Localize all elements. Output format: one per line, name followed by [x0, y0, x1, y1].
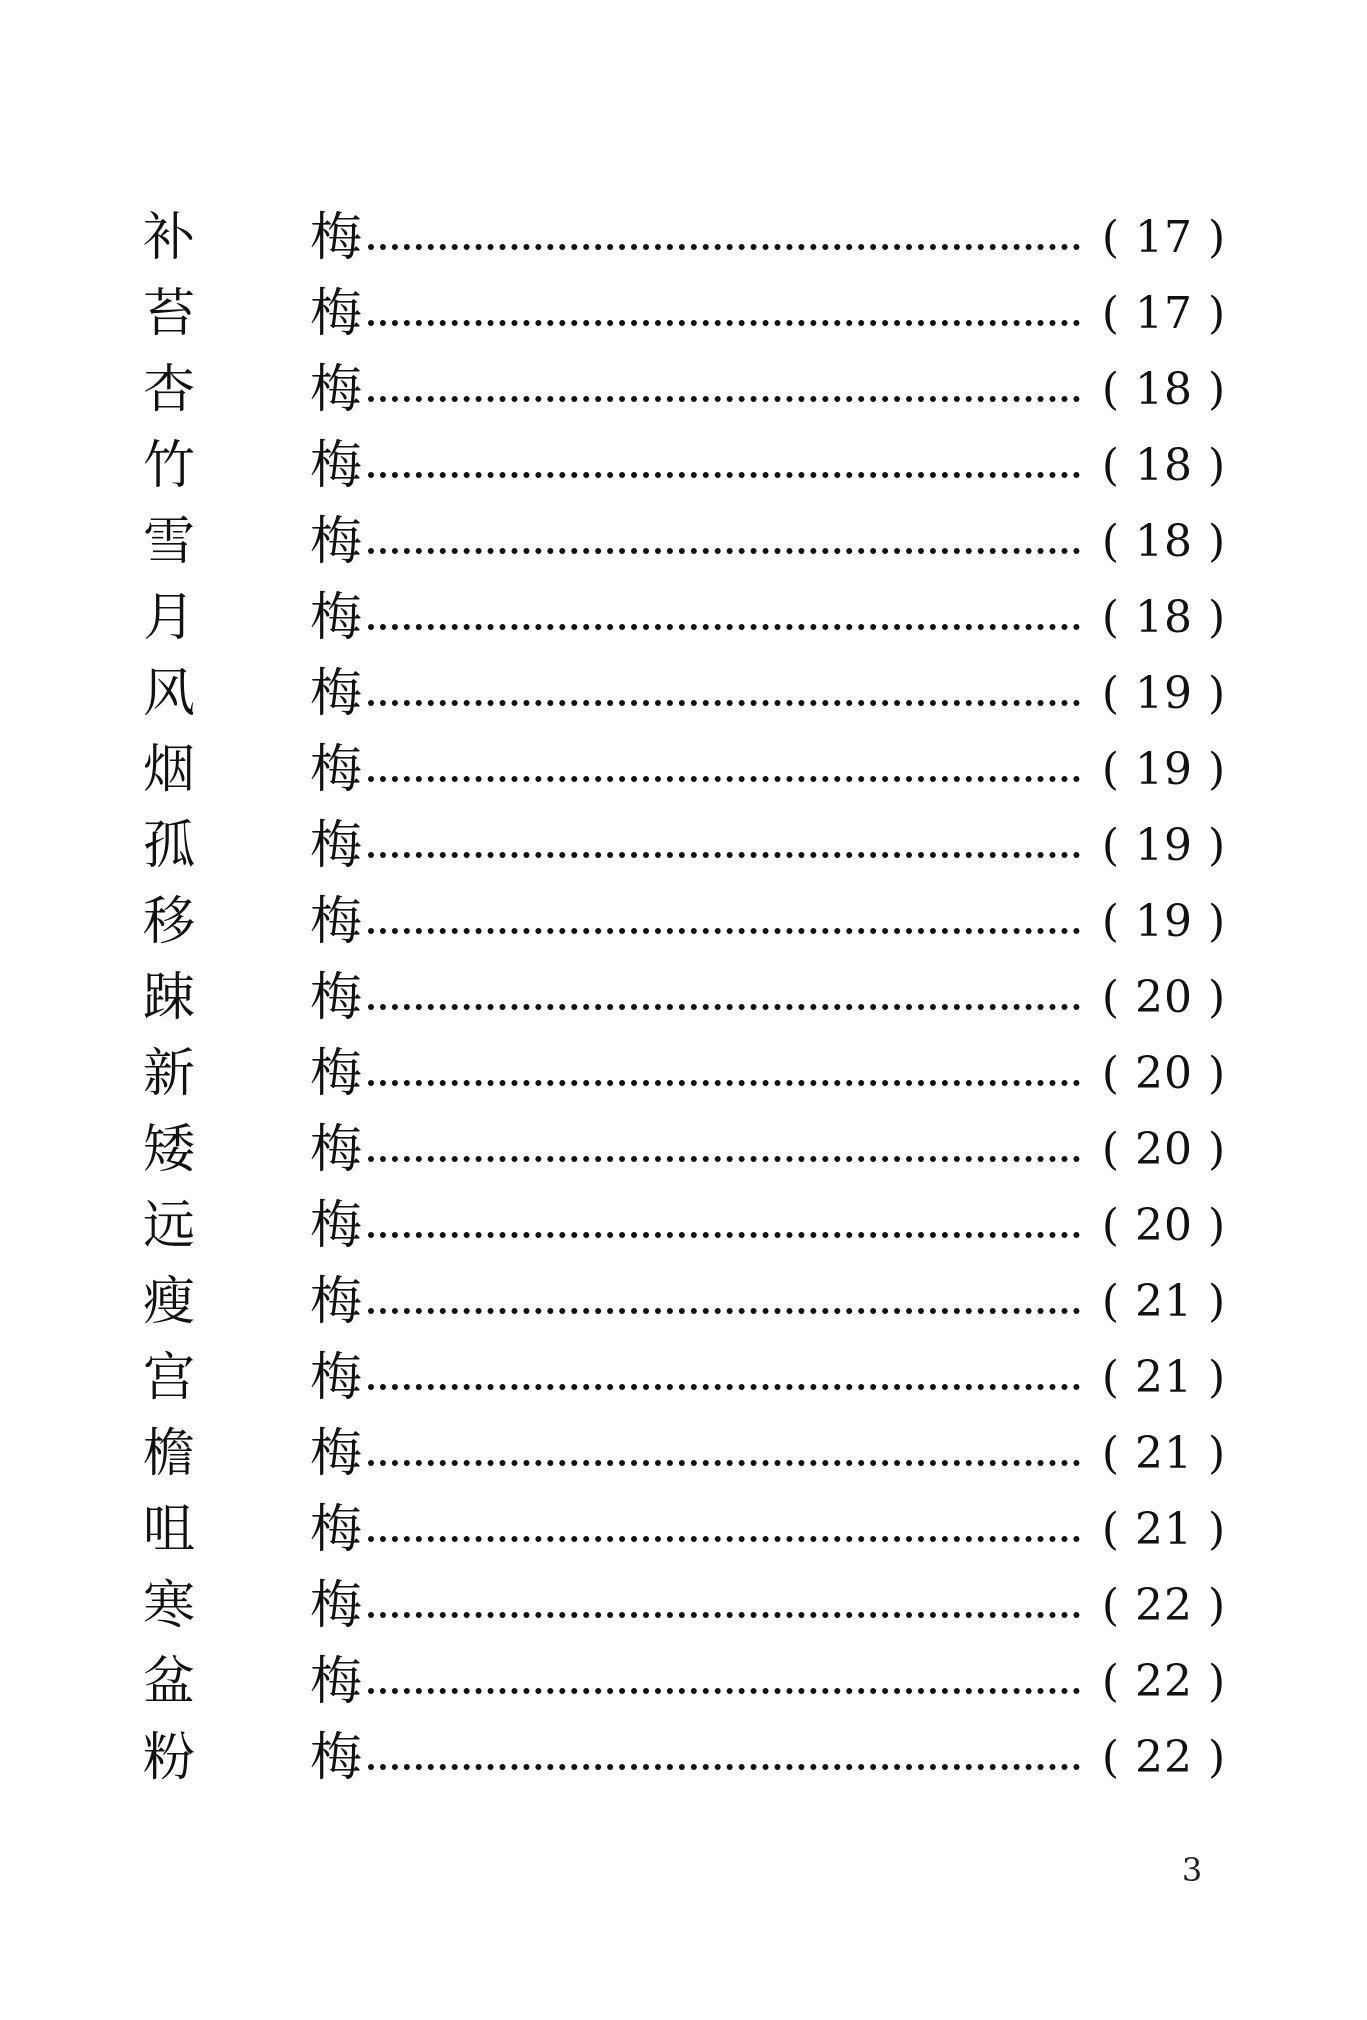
dot-leader [368, 244, 1080, 250]
dot-leader [368, 624, 1080, 630]
dot-leader [368, 1460, 1080, 1466]
entry-page-reference: ( 20 ) [1101, 1048, 1227, 1099]
entry-page-reference: ( 17 ) [1101, 212, 1227, 263]
entry-second-character: 梅 [309, 1576, 362, 1636]
entry-first-character: 苔 [142, 284, 195, 344]
dot-leader [368, 396, 1080, 402]
entry-page-reference: ( 18 ) [1101, 440, 1227, 491]
dot-leader [368, 776, 1080, 782]
dot-leader [368, 1080, 1080, 1086]
entry-second-character: 梅 [309, 1348, 362, 1408]
entry-second-character: 梅 [309, 1120, 362, 1180]
entry-page-reference: ( 20 ) [1101, 972, 1227, 1023]
entry-second-character: 梅 [309, 968, 362, 1028]
dot-leader [368, 320, 1080, 326]
toc-entry[interactable] [0, 1568, 1367, 1644]
entry-first-character: 补 [142, 208, 195, 268]
entry-page-reference: ( 19 ) [1101, 820, 1227, 871]
entry-second-character: 梅 [309, 208, 362, 268]
entry-first-character: 盆 [142, 1652, 195, 1712]
entry-second-character: 梅 [309, 360, 362, 420]
toc-entry[interactable] [0, 1720, 1367, 1796]
entry-page-reference: ( 22 ) [1101, 1656, 1227, 1707]
entry-second-character: 梅 [309, 512, 362, 572]
entry-second-character: 梅 [309, 1196, 362, 1256]
entry-second-character: 梅 [309, 1272, 362, 1332]
dot-leader [368, 1004, 1080, 1010]
entry-page-reference: ( 21 ) [1101, 1276, 1227, 1327]
entry-first-character: 移 [142, 892, 195, 952]
entry-page-reference: ( 17 ) [1101, 288, 1227, 339]
toc-entry[interactable] [0, 504, 1367, 580]
dot-leader [368, 1308, 1080, 1314]
toc-entry[interactable] [0, 352, 1367, 428]
entry-page-reference: ( 19 ) [1101, 668, 1227, 719]
entry-second-character: 梅 [309, 1424, 362, 1484]
entry-page-reference: ( 21 ) [1101, 1504, 1227, 1555]
toc-entry[interactable] [0, 580, 1367, 656]
dot-leader [368, 1764, 1080, 1770]
entry-page-reference: ( 18 ) [1101, 592, 1227, 643]
entry-first-character: 咀 [142, 1500, 195, 1560]
toc-entry[interactable] [0, 1492, 1367, 1568]
entry-second-character: 梅 [309, 816, 362, 876]
entry-first-character: 远 [142, 1196, 195, 1256]
entry-second-character: 梅 [309, 1652, 362, 1712]
page-number: 3 [1181, 1851, 1203, 1889]
toc-entry[interactable] [0, 276, 1367, 352]
dot-leader [368, 928, 1080, 934]
entry-first-character: 宫 [142, 1348, 195, 1408]
entry-first-character: 月 [142, 588, 195, 648]
toc-entry[interactable] [0, 1340, 1367, 1416]
dot-leader [368, 1384, 1080, 1390]
entry-page-reference: ( 21 ) [1101, 1428, 1227, 1479]
entry-first-character: 风 [142, 664, 195, 724]
toc-entry[interactable] [0, 428, 1367, 504]
entry-first-character: 踈 [142, 968, 195, 1028]
entry-page-reference: ( 18 ) [1101, 516, 1227, 567]
dot-leader [368, 852, 1080, 858]
entry-first-character: 孤 [142, 816, 195, 876]
entry-second-character: 梅 [309, 588, 362, 648]
dot-leader [368, 1232, 1080, 1238]
dot-leader [368, 472, 1080, 478]
dot-leader [368, 1536, 1080, 1542]
entry-page-reference: ( 19 ) [1101, 896, 1227, 947]
dot-leader [368, 1612, 1080, 1618]
entry-page-reference: ( 20 ) [1101, 1200, 1227, 1251]
entry-second-character: 梅 [309, 284, 362, 344]
entry-first-character: 杏 [142, 360, 195, 420]
toc-entry[interactable] [0, 656, 1367, 732]
entry-second-character: 梅 [309, 436, 362, 496]
entry-first-character: 烟 [142, 740, 195, 800]
entry-second-character: 梅 [309, 1500, 362, 1560]
entry-first-character: 寒 [142, 1576, 195, 1636]
entry-page-reference: ( 18 ) [1101, 364, 1227, 415]
toc-entry[interactable] [0, 960, 1367, 1036]
entry-page-reference: ( 22 ) [1101, 1732, 1227, 1783]
toc-entry[interactable] [0, 1264, 1367, 1340]
entry-second-character: 梅 [309, 664, 362, 724]
entry-first-character: 粉 [142, 1728, 195, 1788]
toc-entry[interactable] [0, 808, 1367, 884]
dot-leader [368, 1156, 1080, 1162]
entry-first-character: 瘦 [142, 1272, 195, 1332]
entry-second-character: 梅 [309, 1044, 362, 1104]
entry-page-reference: ( 19 ) [1101, 744, 1227, 795]
toc-entry[interactable] [0, 1188, 1367, 1264]
entry-second-character: 梅 [309, 1728, 362, 1788]
entry-first-character: 新 [142, 1044, 195, 1104]
entry-first-character: 矮 [142, 1120, 195, 1180]
entry-page-reference: ( 22 ) [1101, 1580, 1227, 1631]
entry-first-character: 檐 [142, 1424, 195, 1484]
entry-second-character: 梅 [309, 892, 362, 952]
entry-first-character: 雪 [142, 512, 195, 572]
toc-entry[interactable] [0, 1112, 1367, 1188]
dot-leader [368, 700, 1080, 706]
entry-first-character: 竹 [142, 436, 195, 496]
toc-entry[interactable] [0, 884, 1367, 960]
toc-entry[interactable] [0, 200, 1367, 276]
dot-leader [368, 548, 1080, 554]
toc-entry[interactable] [0, 1416, 1367, 1492]
toc-entry[interactable] [0, 1644, 1367, 1720]
entry-page-reference: ( 21 ) [1101, 1352, 1227, 1403]
dot-leader [368, 1688, 1080, 1694]
entry-page-reference: ( 20 ) [1101, 1124, 1227, 1175]
toc-entry[interactable] [0, 1036, 1367, 1112]
entry-second-character: 梅 [309, 740, 362, 800]
toc-entry[interactable] [0, 732, 1367, 808]
